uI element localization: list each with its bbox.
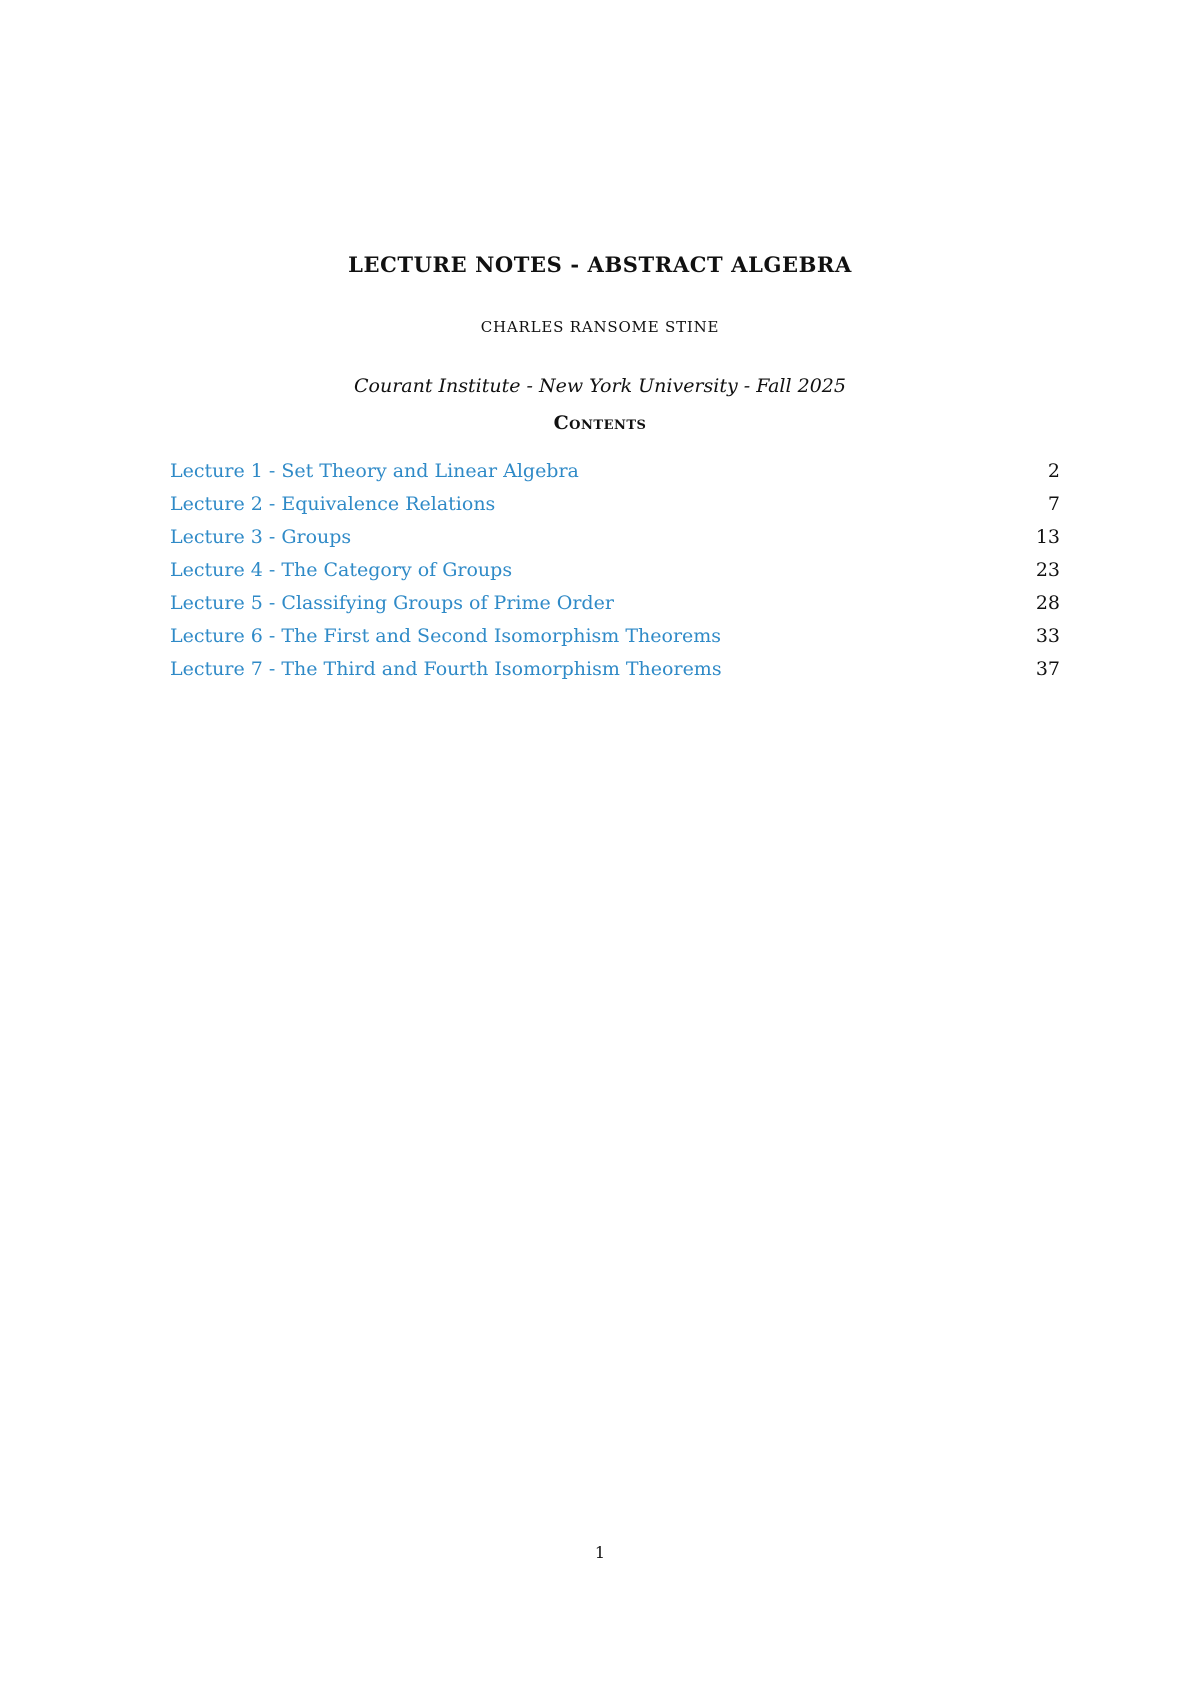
toc-page-number: 28 xyxy=(1035,592,1060,614)
toc-page-number: 37 xyxy=(1035,658,1060,680)
toc-page-number: 13 xyxy=(1035,526,1060,548)
toc-link-lecture-4[interactable]: Lecture 4 - The Category of Groups xyxy=(170,559,513,581)
toc-link-lecture-6[interactable]: Lecture 6 - The First and Second Isomorphism Theorems xyxy=(170,625,722,647)
toc-page-number: 33 xyxy=(1035,625,1060,647)
toc-page-number: 7 xyxy=(1047,493,1060,515)
author-name: CHARLES RANSOME STINE xyxy=(480,318,720,336)
toc-entry-lecture-4 xyxy=(170,554,1060,587)
toc-link-lecture-5[interactable]: Lecture 5 - Classifying Groups of Prime Order xyxy=(170,592,614,614)
toc-link-lecture-2[interactable]: Lecture 2 - Equivalence Relations xyxy=(170,493,496,515)
toc-link-lecture-7[interactable]: Lecture 7 - The Third and Fourth Isomorphism Theorems xyxy=(170,658,722,680)
table-of-contents xyxy=(170,455,1060,686)
contents-heading: Contents xyxy=(553,412,647,434)
toc-entry-lecture-3 xyxy=(170,521,1060,554)
affiliation: Courant Institute - New York University - Fall 2025 xyxy=(354,375,846,397)
toc-entry-lecture-1 xyxy=(170,455,1060,488)
toc-entry-lecture-2 xyxy=(170,488,1060,521)
toc-page-number: 2 xyxy=(1047,460,1060,482)
document-title: LECTURE NOTES - ABSTRACT ALGEBRA xyxy=(348,252,852,277)
toc-entry-lecture-5 xyxy=(170,587,1060,620)
toc-link-lecture-3[interactable]: Lecture 3 - Groups xyxy=(170,526,352,548)
page-number: 1 xyxy=(594,1543,606,1562)
toc-link-lecture-1[interactable]: Lecture 1 - Set Theory and Linear Algebra xyxy=(170,460,579,482)
toc-page-number: 23 xyxy=(1035,559,1060,581)
toc-entry-lecture-6 xyxy=(170,620,1060,653)
toc-entry-lecture-7 xyxy=(170,653,1060,686)
